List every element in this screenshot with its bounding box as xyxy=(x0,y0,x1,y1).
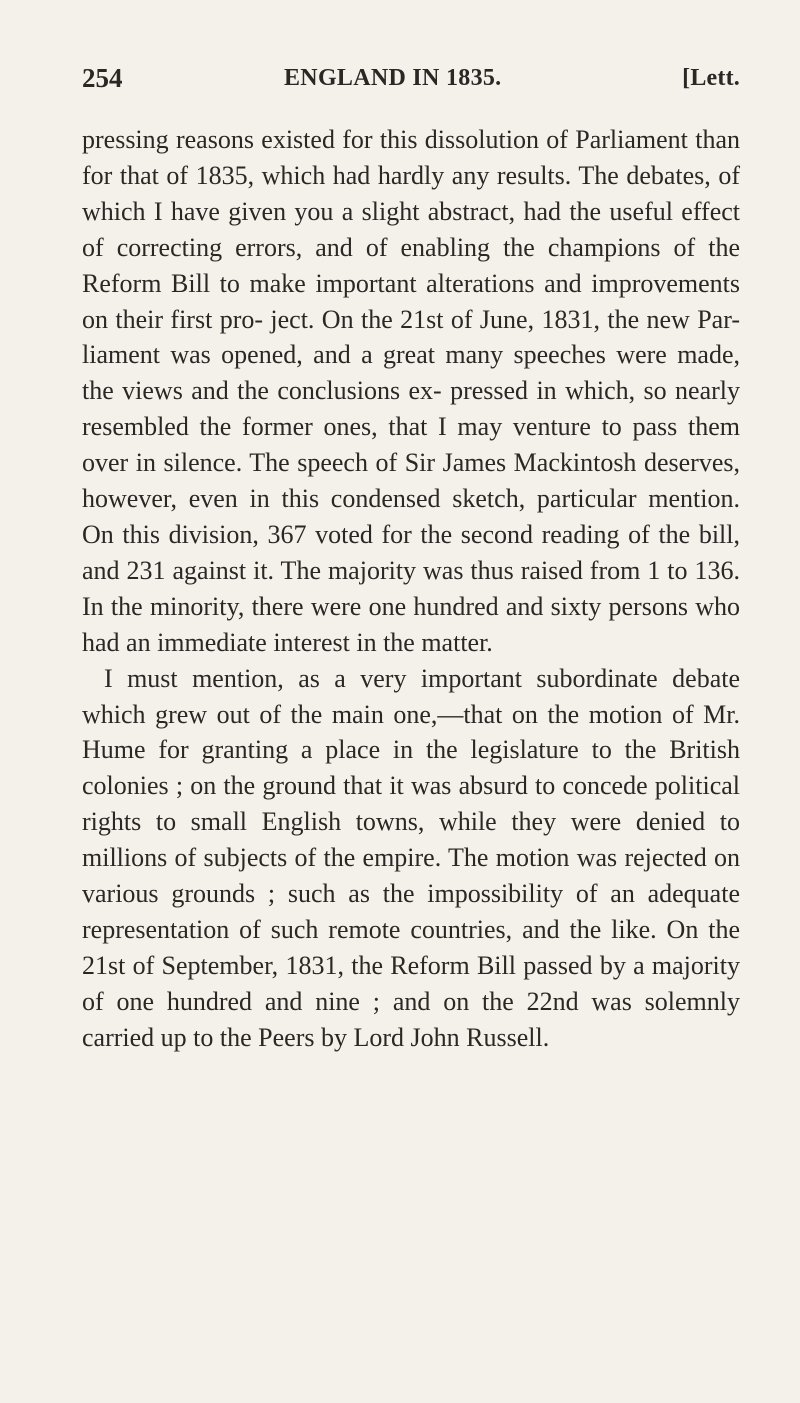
running-title: ENGLAND IN 1835. xyxy=(284,65,502,91)
paragraph: pressing reasons existed for this dissolution of Parliament than for that of 1835, which had hardly any results. The debates, of which I have given you a slight abstract, had the useful effect of correcting errors, and of enabling the champions of the Reform Bill to make important alterations and improvements on their first pro- ject. On the 21st of June, 1831, the new Par- liament was opened, and a great many speeches were made, the views and the conclusions ex- pressed in which, so nearly resembled the former ones, that I may venture to pass them over in silence. The speech of Sir James Mackintosh deserves, however, even in this condensed sketch, particular mention. On this division, 367 voted for the second reading of the bill, and 231 against it. The majority was thus raised from 1 to 136. In the minority, there were one hundred and sixty persons who had an immediate interest in the matter. xyxy=(82,125,740,657)
letter-marker: [Lett. xyxy=(682,65,740,91)
page-number: 254 xyxy=(82,63,123,93)
running-head xyxy=(82,58,740,98)
body-text xyxy=(82,122,740,1056)
paragraph: I must mention, as a very important subordinate debate which grew out of the main one,—that on the motion of Mr. Hume for granting a place in the legislature to the British colonies ; on the ground that it was absurd to concede political rights to small English towns, while they were denied to millions of subjects of the empire. The motion was rejected on various grounds ; such as the impossibility of an adequate representation of such remote countries, and the like. On the 21st of September, 1831, the Reform Bill passed by a majority of one hundred and nine ; and on the 22nd was solemnly carried up to the Peers by Lord John Russell. xyxy=(82,663,740,1052)
